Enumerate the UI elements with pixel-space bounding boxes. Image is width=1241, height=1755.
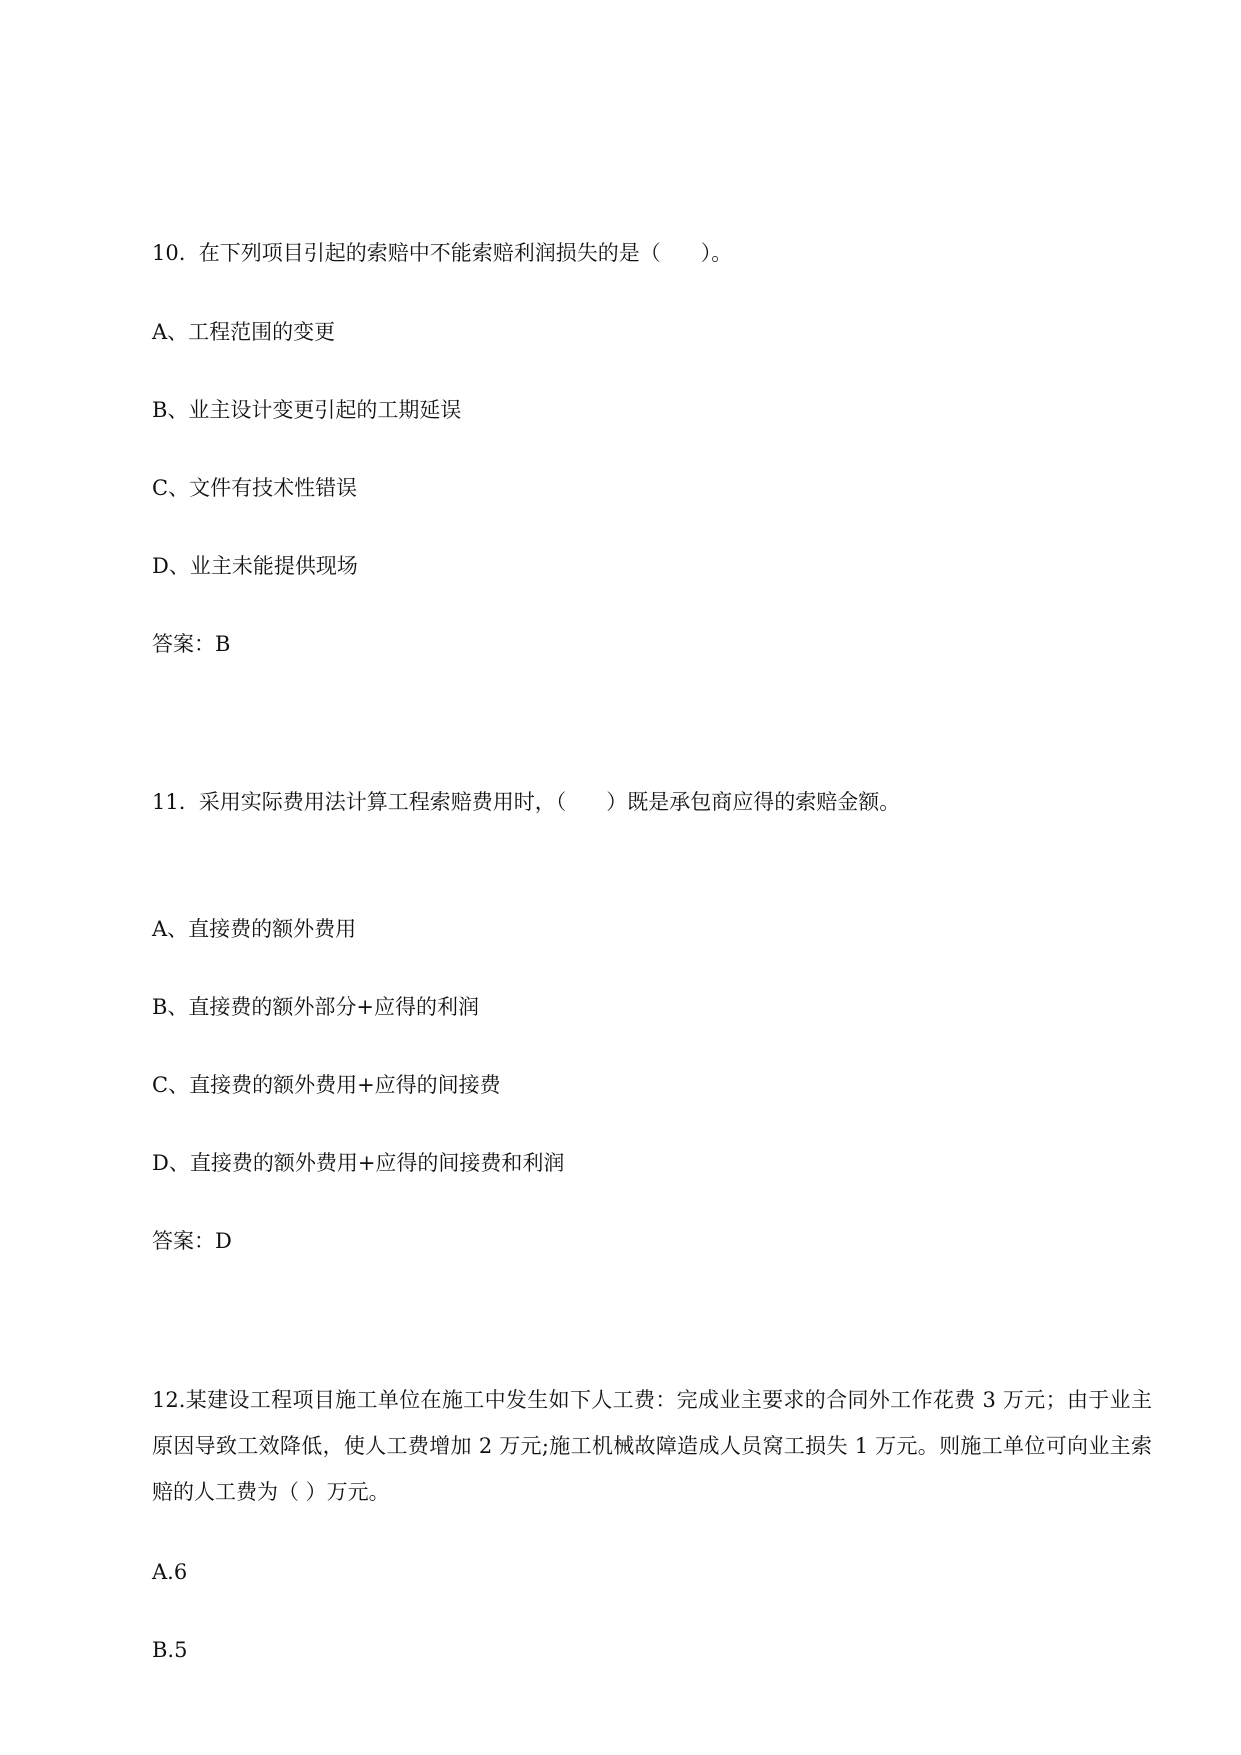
option-d: D、直接费的额外费用+应得的间接费和利润 [152,1151,565,1175]
option-d: D、业主未能提供现场 [152,554,358,578]
question-stem: 11. 采用实际费用法计算工程索赔费用时，（ ）既是承包商应得的索赔金额。 [152,790,901,814]
option-b: B、业主设计变更引起的工期延误 [152,398,462,422]
answer: 答案：D [152,1229,232,1253]
option-a: A.6 [152,1560,188,1584]
question-stem: 12.某建设工程项目施工单位在施工中发生如下人工费：完成业主要求的合同外工作花费 3 万元；由于业主原因导致工效降低，使人工费增加 2 万元;施工机械故障造成人员窝工损失 1 万元。则施工单位可向业主索赔的人工费为（ ）万元。 [152,1388,1152,1504]
answer: 答案：B [152,632,231,656]
option-c: C、文件有技术性错误 [152,476,358,500]
option-b: B、直接费的额外部分+应得的利润 [152,995,480,1019]
option-a: A、直接费的额外费用 [152,917,357,941]
option-b: B.5 [152,1638,188,1662]
question-stem: 10. 在下列项目引起的索赔中不能索赔利润损失的是（ ）。 [152,241,733,265]
option-a: A、工程范围的变更 [152,320,336,344]
option-c: C、直接费的额外费用+应得的间接费 [152,1073,501,1097]
